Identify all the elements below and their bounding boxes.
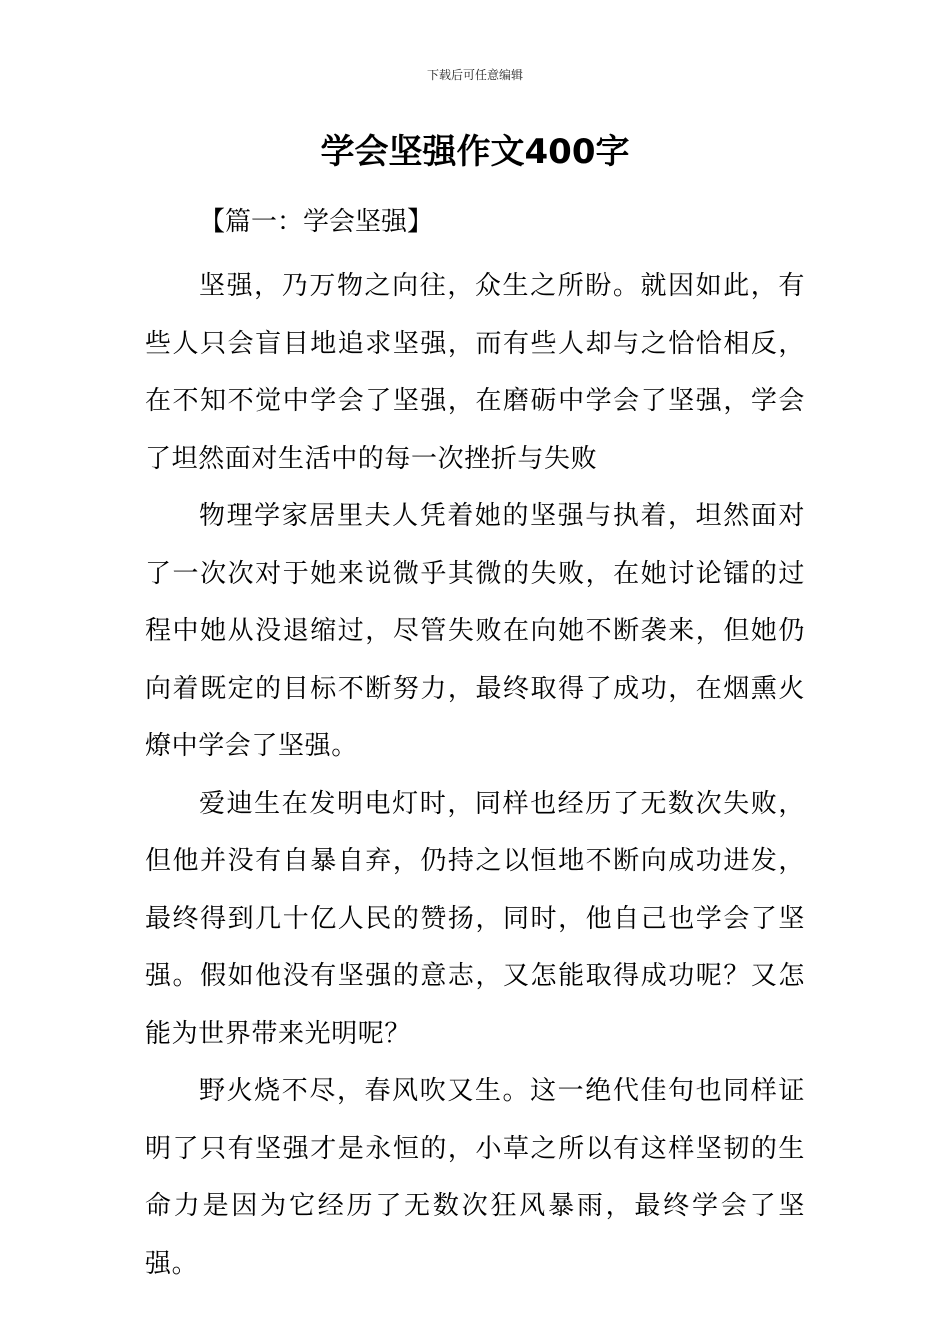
paragraph-3: 爱迪生在发明电灯时，同样也经历了无数次失败，但他并没有自暴自弃，仍持之以恒地不断向成功进发，最终得到几十亿人民的赞扬，同时，他自己也学会了坚强。假如他没有坚强的意志，又怎能取得成功呢？又怎能为世界带来光明呢？ (145, 788, 805, 1049)
document-title: 学会坚强作文400字 (320, 132, 630, 172)
section-heading: 【篇一：学会坚强】 (199, 207, 434, 237)
header-note: 下载后可任意编辑 (426, 68, 523, 82)
paragraph-2: 物理学家居里夫人凭着她的坚强与执着，坦然面对了一次次对于她来说微乎其微的失败，在她讨论镭的过程中她从没退缩过，尽管失败在向她不断袭来，但她仍向着既定的目标不断努力，最终取得了成功，在烟熏火燎中学会了坚强。 (145, 501, 805, 761)
paragraph-4: 野火烧不尽，春风吹又生。这一绝代佳句也同样证明了只有坚强才是永恒的，小草之所以有这样坚韧的生命力是因为它经历了无数次狂风暴雨，最终学会了坚强。 (145, 1076, 805, 1279)
article-body (145, 258, 805, 1293)
paragraph-1: 坚强，乃万物之向往，众生之所盼。就因如此，有些人只会盲目地追求坚强，而有些人却与之恰恰相反，在不知不觉中学会了坚强，在磨砺中学会了坚强，学会了坦然面对生活中的每一次挫折与失败 (145, 271, 805, 474)
